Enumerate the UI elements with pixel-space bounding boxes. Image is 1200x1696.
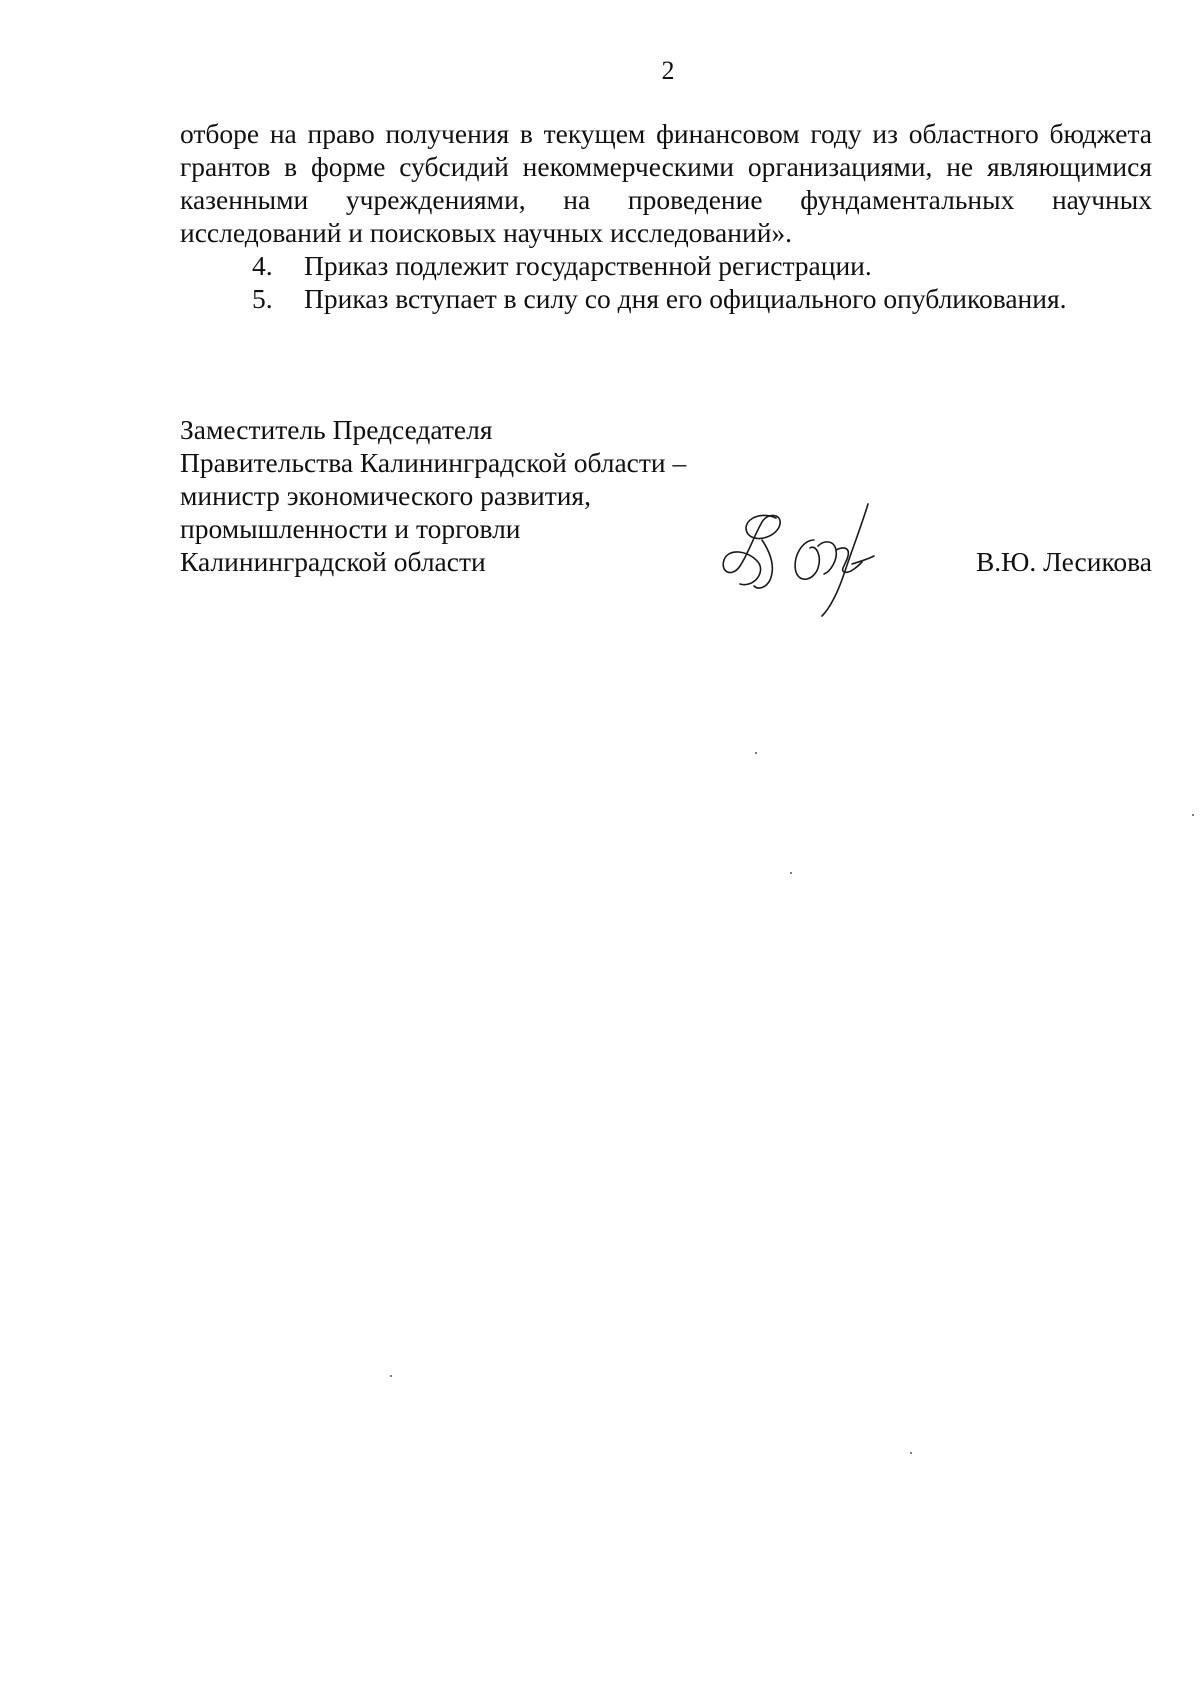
body-paragraph: отборе на право получения в текущем финансовом году из областного бюджета грантов в форме субсидий некоммерческими организациями, не являющимися казенными учреждениями, на проведение фундаментальных научных исследований и поисковых научных исследований». — [180, 118, 1152, 248]
signatory-title-line: министр экономического развития, — [180, 480, 591, 511]
list-item-number: 5. — [252, 283, 273, 314]
signatory-title-line: Заместитель Председателя — [180, 414, 493, 445]
signatory-title-line: промышленности и торговли — [180, 513, 521, 544]
list-item — [180, 249, 1152, 282]
signatory-title — [180, 413, 686, 578]
list-item-number: 4. — [252, 250, 273, 281]
document-body — [180, 117, 1152, 315]
scan-speck — [755, 752, 757, 754]
signatory-title-line: Правительства Калининградской области – — [180, 447, 687, 478]
scan-speck — [1192, 814, 1194, 816]
scan-speck — [390, 1375, 392, 1377]
signatory-name: В.Ю. Лесикова — [975, 546, 1152, 577]
scan-speck — [790, 872, 792, 874]
list-item-text: Приказ подлежит государственной регистрации. — [304, 250, 872, 281]
list-item-text: Приказ вступает в силу со дня его официального опубликования. — [304, 283, 1067, 314]
scan-speck — [910, 1452, 912, 1454]
signatory-title-line: Калининградской области — [180, 546, 486, 577]
page-number: 2 — [661, 56, 675, 85]
handwritten-signature-icon — [718, 500, 888, 620]
list-item — [180, 282, 1152, 315]
